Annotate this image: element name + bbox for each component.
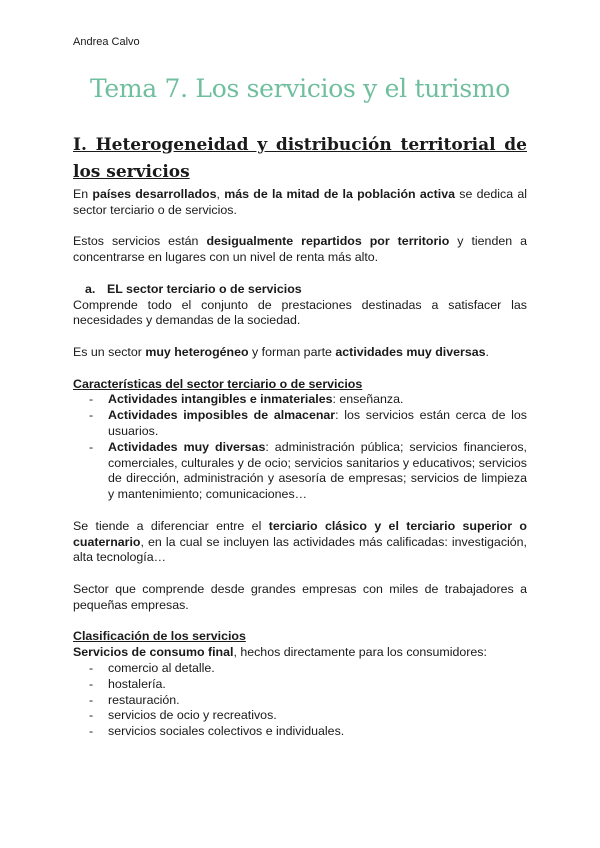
paragraph-intro: En países desarrollados, más de la mitad de la población activa se dedica al sector terciario o de servicios. [73, 187, 527, 217]
paragraph-quaternary: Se tiende a diferenciar entre el terciario clásico y el terciario superior o cuaternario, en la cual se incluyen las actividades más calificadas: investigación, alta tecnología… [73, 518, 527, 565]
list-item: - Actividades imposibles de almacenar: los servicios están cerca de los usuarios. [108, 408, 527, 440]
page-title: Tema 7. Los servicios y el turismo [89, 74, 511, 103]
author-name: Andrea Calvo [73, 36, 140, 48]
paragraph-company-size: Sector que comprende desde grandes empresas con miles de trabajadores a pequeñas empresas. [73, 581, 527, 612]
section-heading: I. Heterogeneidad y distribución territorial de los servicios [73, 135, 527, 182]
characteristics-heading: Características del sector terciario o de servicios [73, 376, 363, 391]
subsection-heading: a. EL sector terciario o de servicios [85, 281, 302, 296]
classification-heading: Clasificación de los servicios [73, 629, 246, 644]
consumption-line: Servicios de consumo final, hechos directamente para los consumidores: [73, 645, 487, 660]
paragraph-distribution: Estos servicios están desigualmente repartidos por territorio y tienden a concentrarse en lugares con un nivel de renta más alto. [73, 234, 527, 265]
characteristics-list [73, 392, 527, 503]
paragraph-heterogeneous: Es un sector muy heterogéneo y forman parte actividades muy diversas. [73, 344, 489, 359]
document-body [73, 132, 527, 740]
list-item: - Actividades muy diversas: administración pública; servicios financieros, comerciales, culturales y de ocio; servicios sanitarios y educativos; servicios de dirección, administración y asesoría de empresas; servicios de limpieza y mantenimiento; comunicaciones… [108, 440, 527, 503]
list-item: - comercio al detalle. [108, 661, 527, 677]
consumption-list [73, 661, 527, 740]
paragraph-definition: Comprende todo el conjunto de prestaciones destinadas a satisfacer las necesidades y demandas de la sociedad. [73, 297, 527, 328]
list-item: - servicios sociales colectivos e individuales. [108, 724, 527, 740]
list-item: - restauración. [108, 693, 527, 709]
list-item: - Actividades intangibles e inmateriales: enseñanza. [108, 392, 527, 408]
list-item: - servicios de ocio y recreativos. [108, 708, 527, 724]
list-item: - hostalería. [108, 677, 527, 693]
